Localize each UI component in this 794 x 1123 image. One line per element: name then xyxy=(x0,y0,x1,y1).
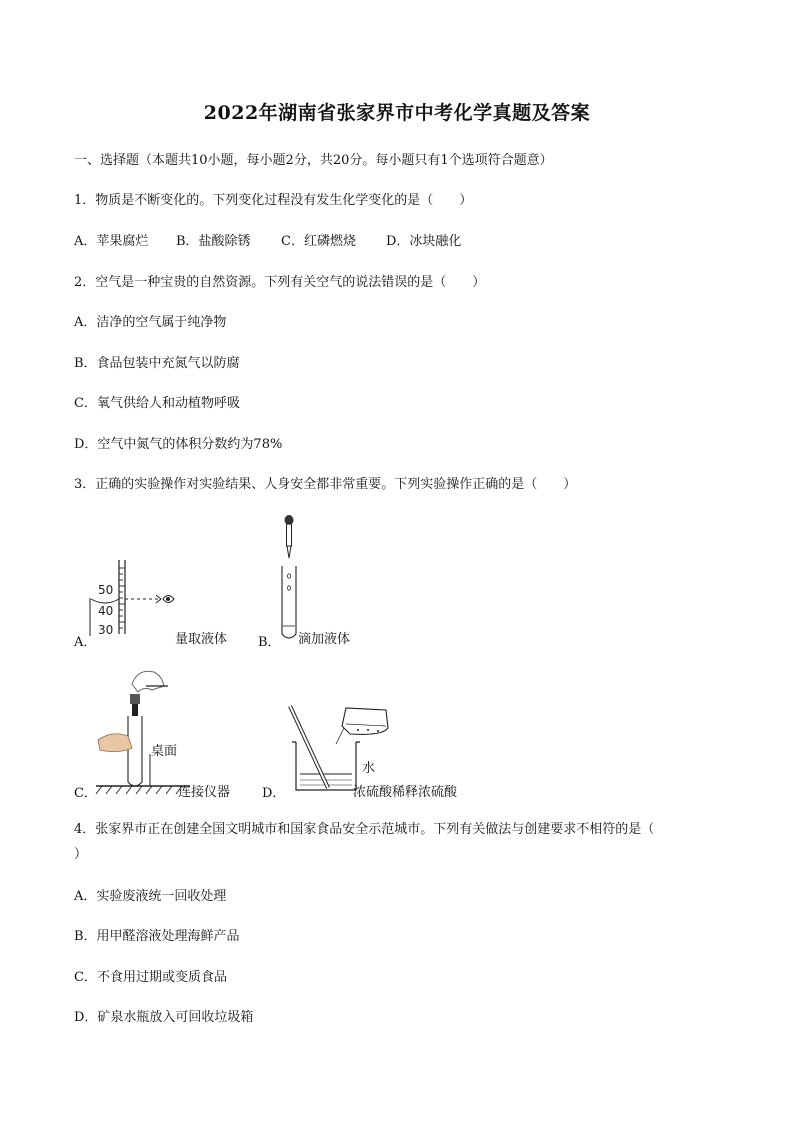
page-title: 2022年湖南省张家界市中考化学真题及答案 xyxy=(203,102,591,124)
q2-option-a: A．洁净的空气属于纯净物 xyxy=(74,315,227,330)
q1-option-a: A．苹果腐烂 xyxy=(74,234,149,249)
connect-apparatus-figure xyxy=(92,664,192,794)
graduated-cylinder-figure xyxy=(88,558,178,638)
q3-option-a-caption: 量取液体 xyxy=(175,632,228,647)
q2-option-b: B．食品包装中充氮气以防腐 xyxy=(74,356,240,371)
q4-option-d: D．矿泉水瓶放入可回收垃圾箱 xyxy=(74,1010,254,1025)
q3-option-c-caption: 连接仪器 xyxy=(178,785,231,800)
q4-option-a: A．实验废液统一回收处理 xyxy=(74,889,227,904)
q3-option-c-letter: C． xyxy=(74,786,97,801)
q4-option-c: C．不食用过期或变质食品 xyxy=(74,970,227,985)
q3-option-d-letter: D． xyxy=(262,786,286,801)
question-1-stem: 1．物质是不断变化的。下列变化过程没有发生化学变化的是（ ） xyxy=(74,193,473,208)
q2-option-c: C．氧气供给人和动植物呼吸 xyxy=(74,396,240,411)
q3-option-d-caption: 浓硫酸稀释浓硫酸 xyxy=(353,785,458,800)
q1-option-d: D．冰块融化 xyxy=(386,234,462,249)
q3-option-a-letter: A． xyxy=(74,635,97,650)
dropper-test-tube-figure xyxy=(278,514,304,642)
q1-option-b: B．盐酸除锈 xyxy=(176,234,251,249)
question-4-stem-line-1: 4．张家界市正在创建全国文明城市和国家食品安全示范城市。下列有关做法与创建要求不相符的是（ xyxy=(74,822,655,837)
question-3-stem: 3．正确的实验操作对实验结果、人身安全都非常重要。下列实验操作正确的是（ ） xyxy=(74,477,577,492)
cylinder-tick-50: 50 xyxy=(98,583,114,597)
cylinder-tick-30: 30 xyxy=(98,623,114,637)
q2-option-d: D．空气中氮气的体积分数约为78% xyxy=(74,437,283,452)
eye-icon xyxy=(163,596,174,603)
question-4-stem-line-2: ） xyxy=(74,847,88,862)
section-heading: 一、选择题（本题共10小题，每小题2分，共20分。每小题只有1个选项符合题意） xyxy=(74,153,553,168)
q3-option-b-caption: 滴加液体 xyxy=(298,632,351,647)
q3-option-b-letter: B． xyxy=(258,635,281,650)
question-2-stem: 2．空气是一种宝贵的自然资源。下列有关空气的说法错误的是（ ） xyxy=(74,275,486,290)
desk-label: 桌面 xyxy=(151,744,178,759)
q4-option-b: B．用甲醛溶液处理海鲜产品 xyxy=(74,929,240,944)
water-label: 水 xyxy=(362,761,376,776)
cylinder-tick-40: 40 xyxy=(98,604,114,618)
q1-option-c: C．红磷燃烧 xyxy=(281,234,356,249)
